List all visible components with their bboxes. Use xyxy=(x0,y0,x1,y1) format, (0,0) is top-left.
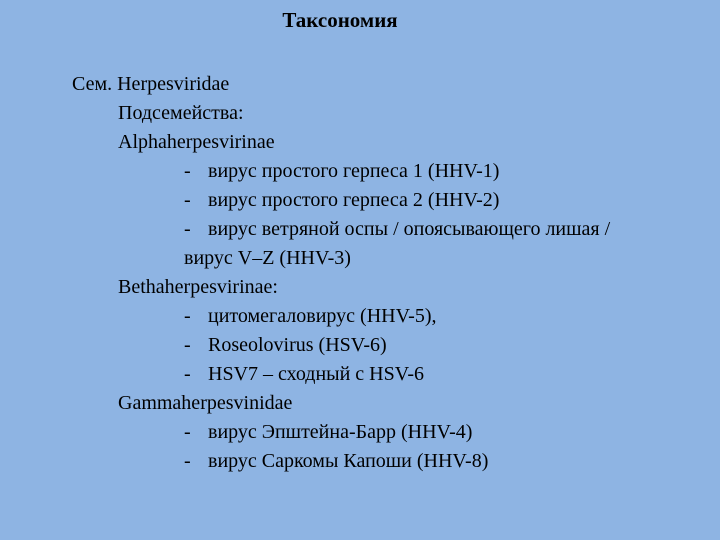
family-name: Сем. Herpesviridae xyxy=(72,73,230,95)
bullet-dash: - xyxy=(184,218,191,240)
subfamilies-label: Подсемейства: xyxy=(118,102,244,124)
bullet-dash: - xyxy=(184,189,191,211)
subfamily-gamma: Gammaherpesvinidae xyxy=(118,392,293,414)
list-item xyxy=(184,217,610,241)
bullet-dash: - xyxy=(184,305,191,327)
bullet-dash: - xyxy=(184,363,191,385)
list-item-text: HSV7 – сходный с HSV-6 xyxy=(208,363,425,385)
subfamily-alpha: Alphaherpesvirinae xyxy=(118,131,275,153)
list-item-text: цитомегаловирус (HHV-5), xyxy=(208,305,437,327)
subfamily-beta: Bethaherpesvirinae: xyxy=(118,276,278,298)
list-item xyxy=(184,449,488,473)
bullet-dash: - xyxy=(184,450,191,472)
slide-title: Таксономия xyxy=(282,8,398,32)
list-item-continuation: вирус V–Z (HHV-3) xyxy=(184,247,351,269)
bullet-dash: - xyxy=(184,334,191,356)
list-item-text: вирус простого герпеса 1 (HHV-1) xyxy=(208,160,500,182)
list-item-text: вирус Эпштейна-Барр (HHV-4) xyxy=(208,421,473,443)
list-item-text: вирус ветряной оспы / опоясывающего лишая / xyxy=(208,218,611,240)
list-item-text: Roseolovirus (HSV-6) xyxy=(208,334,387,356)
list-item xyxy=(184,159,499,183)
bullet-dash: - xyxy=(184,421,191,443)
list-item-text: вирус простого герпеса 2 (HHV-2) xyxy=(208,189,500,211)
list-item xyxy=(184,362,424,386)
list-item xyxy=(184,304,437,328)
list-item xyxy=(184,188,499,212)
list-item-text: вирус Саркомы Капоши (HHV-8) xyxy=(208,450,489,472)
bullet-dash: - xyxy=(184,160,191,182)
list-item xyxy=(184,333,387,357)
list-item xyxy=(184,420,472,444)
